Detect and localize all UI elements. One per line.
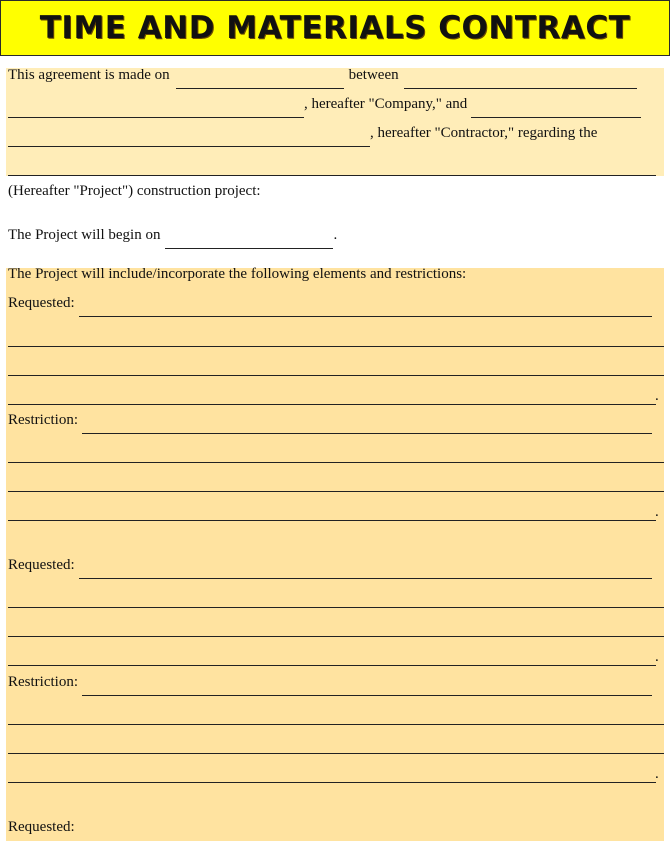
- requested-label: Requested:: [8, 819, 75, 835]
- begin-line: [8, 226, 337, 255]
- party-one-field[interactable]: [404, 70, 637, 89]
- requested-period: .: [655, 649, 659, 665]
- requested-row-2: [8, 556, 652, 585]
- requested-line[interactable]: [8, 375, 664, 376]
- requested-line[interactable]: [8, 607, 664, 608]
- date-field[interactable]: [176, 70, 344, 89]
- company-label: , hereafter "Company," and: [304, 96, 468, 112]
- project-label: (Hereafter "Project") construction project:: [8, 183, 261, 199]
- requested-field[interactable]: [79, 560, 652, 579]
- restriction-line[interactable]: [8, 782, 656, 783]
- restriction-label: Restriction:: [8, 674, 78, 690]
- requested-row-1: [8, 294, 652, 323]
- restriction-line[interactable]: [8, 462, 664, 463]
- agreement-line-3: [8, 124, 597, 153]
- restriction-line[interactable]: [8, 491, 664, 492]
- restriction-line[interactable]: [8, 520, 656, 521]
- requested-row-3: [8, 818, 75, 847]
- restriction-period: .: [655, 504, 659, 520]
- requested-label: Requested:: [8, 557, 75, 573]
- between-label: between: [348, 67, 399, 83]
- contractor-name-field-a[interactable]: [471, 99, 641, 118]
- requested-line[interactable]: [8, 346, 664, 347]
- restriction-label: Restriction:: [8, 412, 78, 428]
- requested-line[interactable]: [8, 636, 664, 637]
- restriction-field[interactable]: [82, 677, 652, 696]
- contractor-label: , hereafter "Contractor," regarding the: [370, 125, 598, 141]
- requested-line[interactable]: [8, 404, 656, 405]
- requested-field[interactable]: [79, 298, 652, 317]
- agreement-blank-line[interactable]: [8, 175, 656, 176]
- elements-intro-line: [8, 265, 466, 294]
- restriction-line[interactable]: [8, 724, 664, 725]
- restriction-row-2: [8, 673, 652, 702]
- begin-date-field[interactable]: [165, 230, 333, 249]
- begin-label: The Project will begin on: [8, 227, 161, 243]
- contractor-name-field-b[interactable]: [8, 128, 370, 147]
- project-line: [8, 182, 261, 211]
- restriction-line[interactable]: [8, 753, 664, 754]
- document-title: TIME AND MATERIALS CONTRACT: [39, 10, 631, 46]
- requested-line[interactable]: [8, 665, 656, 666]
- requested-period: .: [655, 388, 659, 404]
- title-banner: [0, 0, 670, 56]
- elements-intro: The Project will include/incorporate the following elements and restrictions:: [8, 266, 467, 282]
- begin-period: .: [333, 227, 338, 243]
- company-name-field[interactable]: [8, 99, 304, 118]
- requested-label: Requested:: [8, 295, 75, 311]
- elements-section-bg: [6, 268, 664, 841]
- agreement-made-on-label: This agreement is made on: [8, 67, 170, 83]
- restriction-field[interactable]: [82, 415, 652, 434]
- restriction-row-1: [8, 411, 652, 440]
- restriction-period: .: [655, 766, 659, 782]
